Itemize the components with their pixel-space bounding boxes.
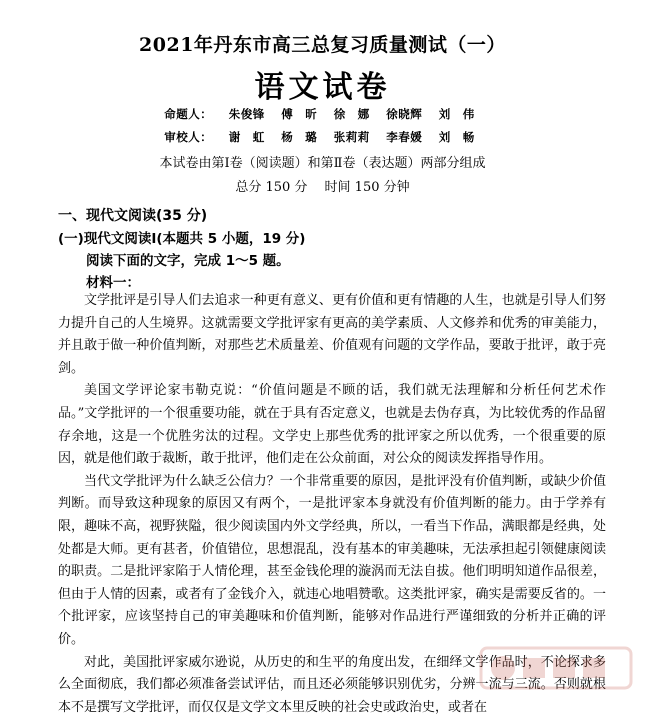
composers-label: 命题人： [164, 107, 212, 121]
reviewer-name: 刘 畅 [439, 130, 475, 144]
paragraph: 文学批评是引导人们去追求一种更有意义、更有价值和更有情趣的人生，也就是引导人们努力提升自己的人生境界。这就需要文学批评家有更高的美学素质、人文修养和优秀的审美能力，并且敢于做一种价值判断，对那些艺术质量差、价值观有问题的文学作品，要敢于批评，敢于亮剑。 [58, 290, 606, 380]
reviewer-name: 李春媛 [386, 130, 422, 144]
sub-heading: (一)现代文阅读Ⅰ(本题共 5 小题，19 分) [58, 227, 305, 247]
composer-name: 徐晓辉 [386, 107, 422, 121]
composer-name: 徐 娜 [334, 107, 370, 121]
reviewer-name: 杨 璐 [281, 130, 317, 144]
reviewers-line [0, 129, 645, 145]
section-heading: 一、现代文阅读(35 分) [58, 205, 207, 225]
composer-name: 朱俊锋 [229, 107, 265, 121]
paragraph: 当代文学批评为什么缺乏公信力？一个非常重要的原因，是批评没有价值判断，或缺少价值判断。而导致这种现象的原因又有两个，一是批评家本身就没有价值判断的能力。由于学养有限，趣味不高，视野狭隘，很少阅读国内外文学经典，所以，一看当下作品，满眼都是经典，处处都是大师。更有甚者，价值错位，思想混乱，没有基本的审美趣味，无法承担起引领健康阅读的职责。二是批评家陷于人情伦理，甚至金钱伦理的漩涡而无法自拔。他们明明知道作品很差，但由于人情的因素，或者有了金钱介入，就违心地唱赞歌。这类批评家，确实是需要反省的。一个批评家，应该坚持自己的审美趣味和价值判断，能够对作品进行严谨细致的分析并正确的评价。 [58, 471, 606, 652]
subject-title: 语文试卷 [0, 62, 645, 106]
composer-name: 刘 伟 [439, 107, 475, 121]
reviewer-name: 张莉莉 [334, 130, 370, 144]
score-time: 总分 150 分 时间 150 分钟 [0, 176, 645, 195]
instruction: 阅读下面的文字，完成 1～5 题。 [86, 249, 290, 269]
composer-name: 傅 昕 [281, 107, 317, 121]
exam-title: 2021年丹东市高三总复习质量测试（一） [0, 30, 645, 57]
reviewer-name: 谢 虹 [229, 130, 265, 144]
composition-note: 本试卷由第Ⅰ卷（阅读题）和第Ⅱ卷（表达题）两部分组成 [0, 152, 645, 171]
watermark-logo-icon [477, 638, 637, 698]
reviewers-label: 审校人： [164, 130, 212, 144]
paragraph: 对此，美国批评家威尔逊说，从历史的和生平的角度出发，在细绎文学作品时，不论探求多么全面彻底，我们都必须准备尝试评估，而且还必须能够识别优劣，分辨一流与三流。否则就根本不是撰写文学批评，而仅仅是文学文本里反映的社会史或政治史，或者在 [58, 652, 606, 719]
composers-line [0, 106, 645, 122]
paragraph: 美国文学评论家韦勒克说：“价值问题是不顾的话，我们就无法理解和分析任何艺术作品。”文学批评的一个很重要功能，就在于具有否定意义，也就是去伪存真，为比较优秀的作品留存余地，这是一个优胜劣汰的过程。文学史上那些优秀的批评家之所以优秀，一个很重要的原因，就是他们敢于裁断，敢于批评，他们走在公众前面，对公众的阅读发挥指导作用。 [58, 380, 606, 470]
material-label: 材料一： [86, 271, 140, 291]
